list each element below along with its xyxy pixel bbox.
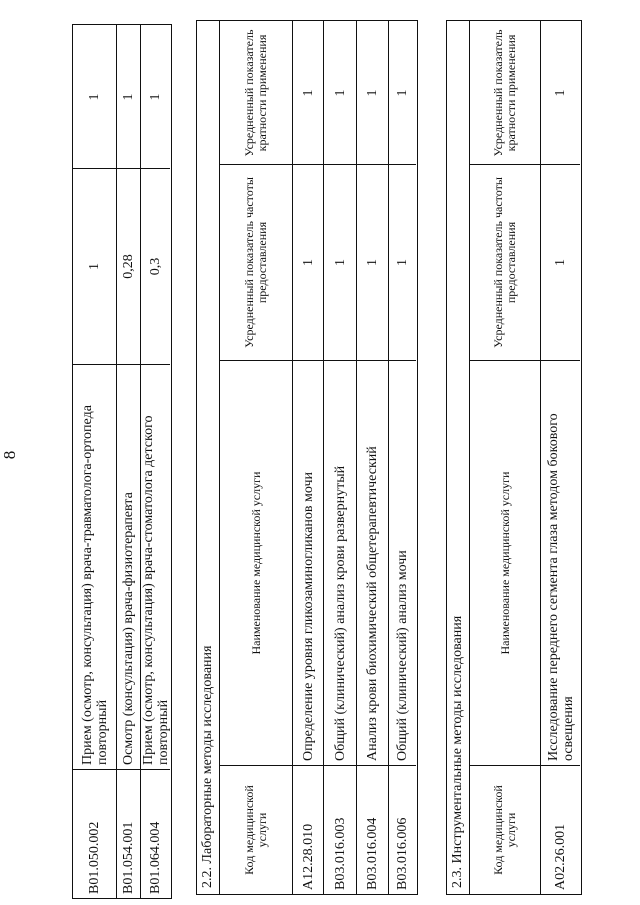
table-header-row <box>219 21 292 894</box>
service-code: B03.016.003 <box>332 817 348 890</box>
instrumental-methods-table <box>446 20 582 895</box>
header-name: Наименование медицинской услуги <box>470 361 540 766</box>
service-name: Общий (клинический) анализ мочи <box>389 361 416 766</box>
service-code: A12.28.010 <box>300 823 316 890</box>
table-row <box>140 25 170 898</box>
section-title: 2.2. Лабораторные методы исследования <box>200 645 215 888</box>
service-name: Прием (осмотр, консультация) врача-стоматолога детского повторный <box>141 365 170 770</box>
frequency-value: 1 <box>357 165 388 361</box>
frequency-value: 1 <box>73 169 116 365</box>
multiplicity-value: 1 <box>357 22 388 165</box>
table-header-row <box>469 21 540 894</box>
service-code: A02.26.001 <box>553 823 568 890</box>
service-name: Прием (осмотр, консультация) врача-травматолога-ортопеда повторный <box>73 365 116 770</box>
header-code: Код медицинской услуги <box>242 785 269 875</box>
page-number: 8 <box>0 450 19 460</box>
multiplicity-value: 1 <box>389 22 416 165</box>
table-row <box>116 25 140 898</box>
consultations-table <box>72 24 172 899</box>
service-name: Осмотр (консультация) врача-физиотерапевта <box>117 365 140 770</box>
multiplicity-value: 1 <box>324 22 356 165</box>
multiplicity-value: 1 <box>117 26 140 169</box>
service-code: B03.016.006 <box>395 817 410 890</box>
header-code: Код медицинской услуги <box>491 785 518 875</box>
multiplicity-value: 1 <box>541 22 580 165</box>
table-row <box>323 21 356 894</box>
multiplicity-value: 1 <box>293 22 323 165</box>
header-frequency: Усредненный показатель частоты предоставления <box>470 165 540 361</box>
service-code: B03.016.004 <box>365 817 380 890</box>
table-row <box>388 21 416 894</box>
multiplicity-value: 1 <box>141 26 170 169</box>
header-multiplicity: Усредненный показатель кратности применения <box>220 22 292 165</box>
service-name: Общий (клинический) анализ крови развернутый <box>324 361 356 766</box>
header-frequency: Усредненный показатель частоты предоставления <box>220 165 292 361</box>
multiplicity-value: 1 <box>73 26 116 169</box>
service-name: Исследование переднего сегмента глаза методом бокового освещения <box>541 361 580 766</box>
header-multiplicity: Усредненный показатель кратности применения <box>470 22 540 165</box>
frequency-value: 1 <box>324 165 356 361</box>
table-row <box>540 21 580 894</box>
table-row <box>73 25 116 898</box>
lab-methods-table <box>196 20 418 895</box>
service-code: B01.064.004 <box>148 821 163 894</box>
service-name: Определение уровня гликозаминогликанов мочи <box>293 361 323 766</box>
header-name: Наименование медицинской услуги <box>220 361 292 766</box>
frequency-value: 1 <box>389 165 416 361</box>
service-code: B01.050.002 <box>87 821 102 894</box>
section-title: 2.3. Инструментальные методы исследования <box>450 615 465 888</box>
table-row <box>292 21 323 894</box>
table-row <box>356 21 388 894</box>
service-name: Анализ крови биохимический общетерапевтический <box>357 361 388 766</box>
frequency-value: 0,28 <box>117 169 140 365</box>
service-code: B01.054.001 <box>121 821 136 894</box>
frequency-value: 0,3 <box>141 169 170 365</box>
frequency-value: 1 <box>293 165 323 361</box>
frequency-value: 1 <box>541 165 580 361</box>
